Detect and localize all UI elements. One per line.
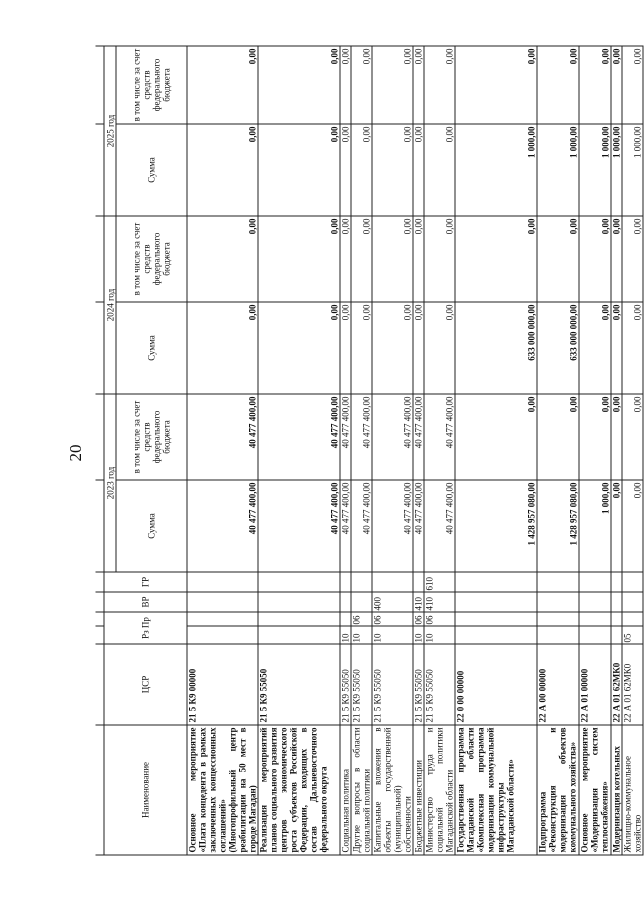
header-federal-2023: в том числе за счет средств федерального бюджета [116, 394, 187, 480]
table-row [537, 46, 579, 855]
row-sum-2025: 1 000,00 [537, 124, 579, 216]
row-sum-2025: 1 000,00 [611, 124, 622, 216]
row-rz [537, 626, 579, 644]
table-row [340, 46, 351, 855]
row-name: Министерство труда и социальной политики Магаданской области [424, 725, 455, 855]
row-sum-2023: 0,00 [611, 480, 622, 572]
row-federal-2023: 40 477 400,00 [372, 394, 413, 480]
row-name: Основное мероприятие «Плата концедента в рамках заключенных концессионных соглашений» (Многопрофильный центр реабилитации на 50 мест в городе Магадан) [187, 725, 258, 855]
row-gr [611, 572, 622, 592]
row-vr [351, 592, 372, 612]
row-vr [187, 592, 258, 612]
table-row [258, 46, 340, 855]
row-rz [258, 626, 340, 644]
row-vr: 410 [424, 592, 455, 612]
row-federal-2024: 0,00 [424, 216, 455, 302]
row-pr [537, 612, 579, 626]
row-vr [340, 592, 351, 612]
row-name: Реализация мероприятий планов социального развития центров экономического роста субъектов Российской Федерации, входящих в состав Дальневосточного федерального округа [258, 725, 340, 855]
row-rz: 10 [351, 626, 372, 644]
row-csr: 21 5 К9 55050 [424, 644, 455, 725]
row-sum-2024: 0,00 [611, 302, 622, 394]
row-pr: 06 [351, 612, 372, 626]
row-federal-2024: 0,00 [187, 216, 258, 302]
row-csr: 21 5 К9 55050 [351, 644, 372, 725]
header-csr: ЦСР [104, 644, 187, 725]
row-name: Государственная программа Магаданской области «Комплексная программа модернизации коммунальной инфраструктуры Магаданской области» [455, 725, 537, 855]
row-sum-2023: 1 000,00 [579, 480, 611, 572]
header-gr: ГР [104, 572, 187, 592]
row-gr [413, 572, 424, 592]
row-pr [187, 612, 258, 626]
row-rz: 05 [622, 626, 643, 644]
row-federal-2023: 0,00 [537, 394, 579, 480]
row-federal-2025: 0,00 [372, 46, 413, 124]
row-sum-2024: 0,00 [579, 302, 611, 394]
row-sum-2024: 633 000 000,00 [537, 302, 579, 394]
row-csr: 22 А 01 00000 [579, 644, 611, 725]
header-federal-2024: в том числе за счет средств федерального бюджета [116, 216, 187, 302]
row-federal-2024: 0,00 [537, 216, 579, 302]
row-sum-2023: 40 477 400,00 [187, 480, 258, 572]
row-sum-2023: 40 477 400,00 [372, 480, 413, 572]
row-sum-2023: 40 477 400,00 [351, 480, 372, 572]
row-sum-2025: 1 000,00 [579, 124, 611, 216]
row-federal-2025: 0,00 [537, 46, 579, 124]
row-federal-2024: 0,00 [413, 216, 424, 302]
row-name: Основное мероприятие «Модернизация систем теплоснабжения» [579, 725, 611, 855]
table-row [187, 46, 258, 855]
row-csr: 21 5 К9 55050 [258, 644, 340, 725]
row-sum-2025: 0,00 [258, 124, 340, 216]
row-sum-2025: 0,00 [424, 124, 455, 216]
row-federal-2023: 40 477 400,00 [351, 394, 372, 480]
row-federal-2025: 0,00 [622, 46, 643, 124]
row-name: Другие вопросы в области социальной политики [351, 725, 372, 855]
row-gr [340, 572, 351, 592]
row-pr: 06 [413, 612, 424, 626]
row-sum-2024: 0,00 [372, 302, 413, 394]
row-gr [351, 572, 372, 592]
row-sum-2024: 0,00 [187, 302, 258, 394]
row-federal-2023: 40 477 400,00 [424, 394, 455, 480]
row-federal-2024: 0,00 [455, 216, 537, 302]
row-vr [579, 592, 611, 612]
row-sum-2025: 0,00 [340, 124, 351, 216]
row-gr [579, 572, 611, 592]
row-sum-2023: 40 477 400,00 [340, 480, 351, 572]
row-gr [258, 572, 340, 592]
table-row [424, 46, 455, 855]
header-year-2023: 2023 год [104, 394, 116, 572]
row-vr: 400 [372, 592, 413, 612]
row-federal-2025: 0,00 [424, 46, 455, 124]
row-federal-2024: 0,00 [372, 216, 413, 302]
row-federal-2024: 0,00 [340, 216, 351, 302]
row-sum-2024: 0,00 [340, 302, 351, 394]
row-federal-2025: 0,00 [351, 46, 372, 124]
row-rz: 10 [424, 626, 455, 644]
header-rz-pr: Рз Пр [104, 612, 187, 644]
row-vr [622, 592, 643, 612]
table-row [455, 46, 537, 855]
row-vr [537, 592, 579, 612]
row-sum-2024: 633 000 000,00 [455, 302, 537, 394]
row-sum-2023: 40 477 400,00 [424, 480, 455, 572]
row-sum-2025: 1 000,00 [455, 124, 537, 216]
table-body [187, 46, 643, 855]
row-federal-2023: 0,00 [622, 394, 643, 480]
row-federal-2025: 0,00 [611, 46, 622, 124]
header-sum-2024: Сумма [116, 302, 187, 394]
row-sum-2024: 0,00 [351, 302, 372, 394]
row-name: Бюджетные инвестиции [413, 725, 424, 855]
header-sum-2025: Сумма [116, 124, 187, 216]
row-rz: 10 [372, 626, 413, 644]
row-rz [611, 626, 622, 644]
row-vr: 410 [413, 592, 424, 612]
row-csr: 22 0 00 00000 [455, 644, 537, 725]
table-row [579, 46, 611, 855]
row-federal-2023: 0,00 [611, 394, 622, 480]
row-rz: 10 [340, 626, 351, 644]
row-federal-2023: 40 477 400,00 [340, 394, 351, 480]
row-sum-2024: 0,00 [622, 302, 643, 394]
row-pr [258, 612, 340, 626]
row-name: Подпрограмма «Реконструкция и модернизация объектов коммунального хозяйства» [537, 725, 579, 855]
row-csr: 21 5 К9 55050 [340, 644, 351, 725]
row-vr [611, 592, 622, 612]
row-name: Капитальные вложения в объекты государственной (муниципальной) собственности [372, 725, 413, 855]
row-sum-2023: 40 477 400,00 [258, 480, 340, 572]
table-row [413, 46, 424, 855]
row-vr [258, 592, 340, 612]
row-federal-2025: 0,00 [187, 46, 258, 124]
table-row [611, 46, 622, 855]
row-pr: 06 [372, 612, 413, 626]
row-pr [340, 612, 351, 626]
row-gr: 610 [424, 572, 455, 592]
row-pr: 06 [424, 612, 455, 626]
row-gr [455, 572, 537, 592]
row-pr [455, 612, 537, 626]
page-number: 20 [66, 444, 85, 462]
row-name: Модернизация котельных [611, 725, 622, 855]
row-pr [611, 612, 622, 626]
row-sum-2025: 0,00 [372, 124, 413, 216]
row-sum-2023: 1 428 957 080,00 [537, 480, 579, 572]
row-sum-2023: 0,00 [622, 480, 643, 572]
row-sum-2025: 1 000,00 [622, 124, 643, 216]
header-spacer [96, 725, 105, 855]
row-federal-2023: 40 477 400,00 [187, 394, 258, 480]
budget-table [96, 46, 644, 856]
row-rz [579, 626, 611, 644]
row-gr [187, 572, 258, 592]
header-vr: ВР [104, 592, 187, 612]
row-csr: 21 5 К9 55050 [413, 644, 424, 725]
table-row [351, 46, 372, 855]
row-pr [579, 612, 611, 626]
table-row [372, 46, 413, 855]
row-federal-2023: 0,00 [579, 394, 611, 480]
row-federal-2025: 0,00 [413, 46, 424, 124]
budget-table-rotated [96, 47, 643, 856]
row-gr [537, 572, 579, 592]
row-federal-2023: 40 477 400,00 [258, 394, 340, 480]
row-csr: 22 А 00 00000 [537, 644, 579, 725]
row-pr [622, 612, 643, 626]
row-rz: 10 [413, 626, 424, 644]
row-federal-2024: 0,00 [258, 216, 340, 302]
row-federal-2024: 0,00 [579, 216, 611, 302]
row-federal-2024: 0,00 [611, 216, 622, 302]
row-rz [187, 626, 258, 644]
table-row [622, 46, 643, 855]
row-federal-2025: 0,00 [455, 46, 537, 124]
row-federal-2025: 0,00 [579, 46, 611, 124]
row-gr [622, 572, 643, 592]
row-federal-2024: 0,00 [351, 216, 372, 302]
row-sum-2024: 0,00 [424, 302, 455, 394]
row-sum-2025: 0,00 [413, 124, 424, 216]
row-name: Жилищно-коммунальное хозяйство [622, 725, 643, 855]
row-sum-2023: 1 428 957 080,00 [455, 480, 537, 572]
row-sum-2024: 0,00 [258, 302, 340, 394]
row-sum-2025: 0,00 [187, 124, 258, 216]
header-name: Наименование [104, 725, 187, 855]
row-federal-2024: 0,00 [622, 216, 643, 302]
row-gr [372, 572, 413, 592]
row-federal-2023: 0,00 [455, 394, 537, 480]
row-csr: 22 А 01 62МК0 [622, 644, 643, 725]
row-sum-2023: 40 477 400,00 [413, 480, 424, 572]
row-vr [455, 592, 537, 612]
header-year-2024: 2024 год [104, 216, 116, 394]
header-sum-2023: Сумма [116, 480, 187, 572]
row-name: Социальная политика [340, 725, 351, 855]
row-sum-2024: 0,00 [413, 302, 424, 394]
header-year-2025: 2025 год [104, 46, 116, 216]
row-csr: 22 А 01 62МК0 [611, 644, 622, 725]
row-federal-2023: 40 477 400,00 [413, 394, 424, 480]
row-csr: 21 5 К9 55050 [372, 644, 413, 725]
row-csr: 21 5 К9 00000 [187, 644, 258, 725]
row-sum-2025: 0,00 [351, 124, 372, 216]
header-federal-2025: в том числе за счет средств федерального бюджета [116, 46, 187, 124]
row-federal-2025: 0,00 [340, 46, 351, 124]
row-rz [455, 626, 537, 644]
row-federal-2025: 0,00 [258, 46, 340, 124]
